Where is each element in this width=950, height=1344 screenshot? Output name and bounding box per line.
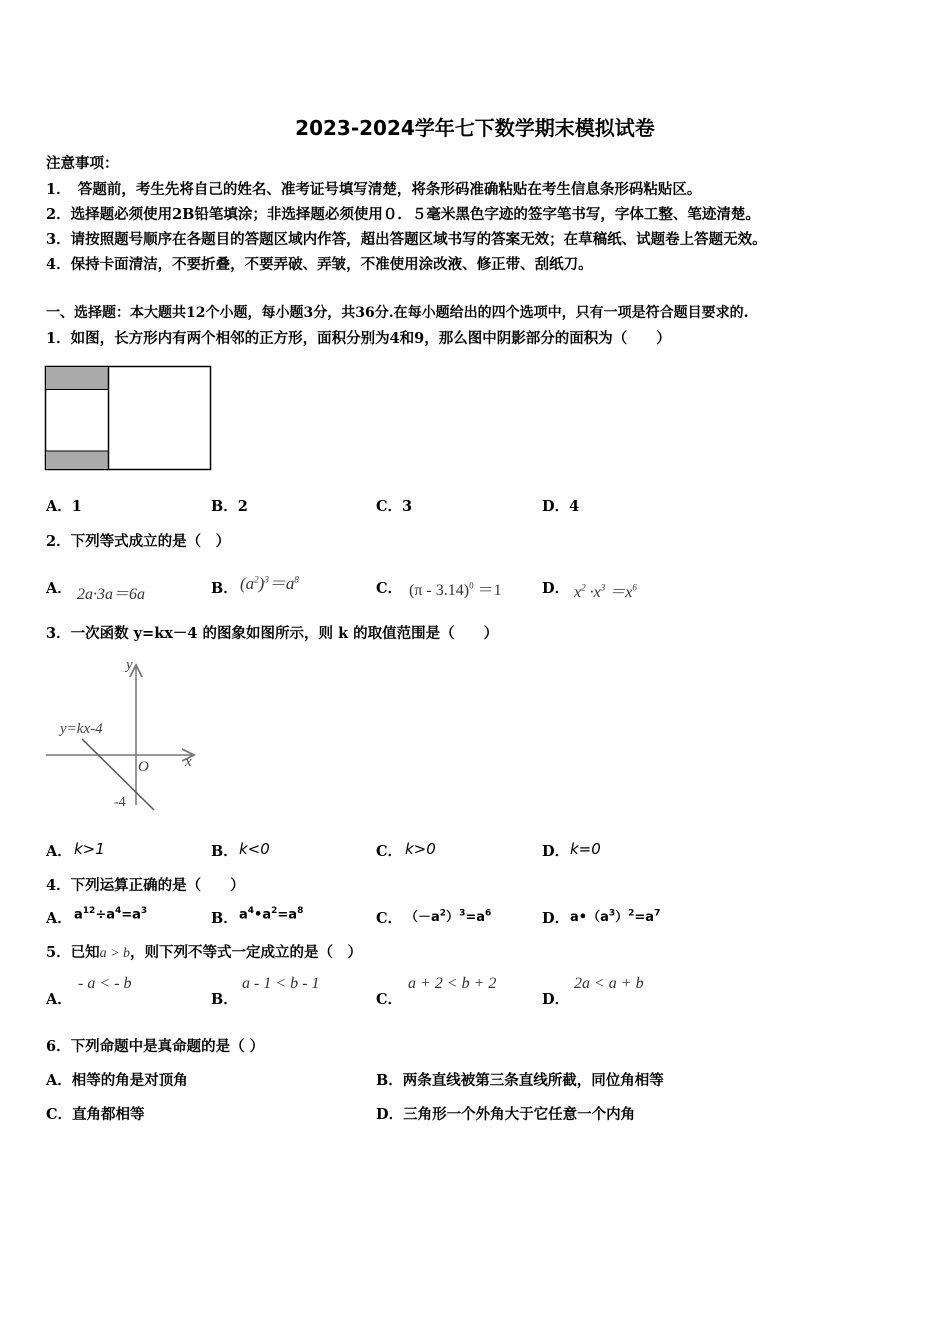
q6-stem: 6．下列命题中是真命题的是（ ） [46,1038,265,1055]
q3-label-b: B． [211,843,238,860]
notice-item-1: 1． 答题前，考生先将自己的姓名、准考证号填写清楚，将条形码准确粘贴在考生信息条形码粘贴区。 [46,181,702,198]
notice-item-3: 3．请按照题号顺序在各题目的答题区域内作答，超出答题区域书写的答案无效；在草稿纸、试题卷上答题无效。 [46,231,767,248]
q2-option-b: $(a^2)^3=a^8$ [240,574,299,593]
section-heading: 一、选择题：本大题共12个小题，每小题3分，共36分.在每小题给出的四个选项中，只有一项是符合题目要求的. [46,305,749,321]
q5-option-a: - a < - b [78,975,132,992]
intercept-label: -4 [114,795,126,810]
q4-option-c: $(-a^2)^3=a^6$ [405,908,492,925]
q6-option-d: D．三角形一个外角大于它任意一个内角 [376,1106,636,1123]
q3-label-a: A． [46,843,72,860]
q5-label-a: A． [46,991,72,1008]
q3-option-b: k<0 [239,840,270,858]
q4-label-d: D． [542,910,570,927]
q5-option-b: a - 1 < b - 1 [242,975,320,992]
q6-option-a: A．相等的角是对顶角 [46,1072,188,1089]
notice-item-2: 2．选择题必须使用2B铅笔填涂；非选择题必须使用０．５毫米黑色字迹的签字笔书写，字体工整、笔迹清楚。 [46,206,760,223]
q4-stem: 4．下列运算正确的是（ ） [46,877,245,894]
y-axis-label: y [126,657,133,673]
page-title: 2023-2024学年七下数学期末模拟试卷 [295,116,655,140]
notice-heading: 注意事项： [46,155,119,172]
q3-option-d: k=0 [570,840,601,858]
notice-item-4: 4．保持卡面清洁，不要折叠，不要弄破、弄皱，不准使用涂改液、修正带、刮纸刀。 [46,256,593,273]
q4-option-a: $a^{12}\div a^4=a^3$ [74,906,148,923]
q4-label-c: C． [376,910,403,927]
q3-figure [44,655,204,815]
q4-label-b: B． [211,910,238,927]
q1-option-d: D．4 [542,498,580,515]
q4-option-b: $a^4•a^2=a^8$ [239,906,304,923]
q2-label-d: D． [542,580,570,597]
q5-stem: 5．已知a > b，则下列不等式一定成立的是（ ） [46,944,363,961]
q2-stem: 2．下列等式成立的是（ ） [46,533,231,550]
q4-label-a: A． [46,910,72,927]
q2-option-a: 2a·3a＝6a [77,586,146,603]
q1-option-a: A．1 [46,498,82,515]
q2-option-d: $x^2 \cdot x^3 =x^6$ [574,582,637,601]
q3-option-c: k>0 [405,840,436,858]
q2-label-b: B． [211,580,238,597]
x-axis-label: x [185,754,192,770]
q1-figure [44,365,214,473]
q3-stem: 3．一次函数 y=kx－4 的图象如图所示，则 k 的取值范围是（ ） [46,625,499,642]
q4-option-d: $a•(a^3)^2=a^7$ [570,908,661,925]
q3-label-c: C． [376,843,403,860]
q1-option-c: C．3 [376,498,413,515]
q6-option-b: B．两条直线被第三条直线所截，同位角相等 [376,1072,664,1089]
shaded-region-bottom [46,451,109,470]
q2-option-c: (π - 3.14)$^0$ ＝1 [409,580,502,599]
line-label: y=kx-4 [60,721,103,737]
q5-label-d: D． [542,991,570,1008]
shaded-region-top [46,367,109,390]
q2-label-a: A． [46,580,72,597]
q5-option-d: 2a < a + b [574,975,644,992]
q5-label-b: B． [211,991,238,1008]
q1-stem: 1．如图，长方形内有两个相邻的正方形，面积分别为4和9，那么图中阴影部分的面积为（ ） [46,330,671,347]
q3-option-a: k>1 [74,840,105,858]
origin-label: O [138,759,149,775]
q5-option-c: a + 2 < b + 2 [408,975,497,992]
q3-label-d: D． [542,843,570,860]
q2-label-c: C． [376,580,403,597]
q5-label-c: C． [376,991,403,1008]
q6-option-c: C．直角都相等 [46,1106,145,1123]
q1-option-b: B．2 [211,498,248,515]
